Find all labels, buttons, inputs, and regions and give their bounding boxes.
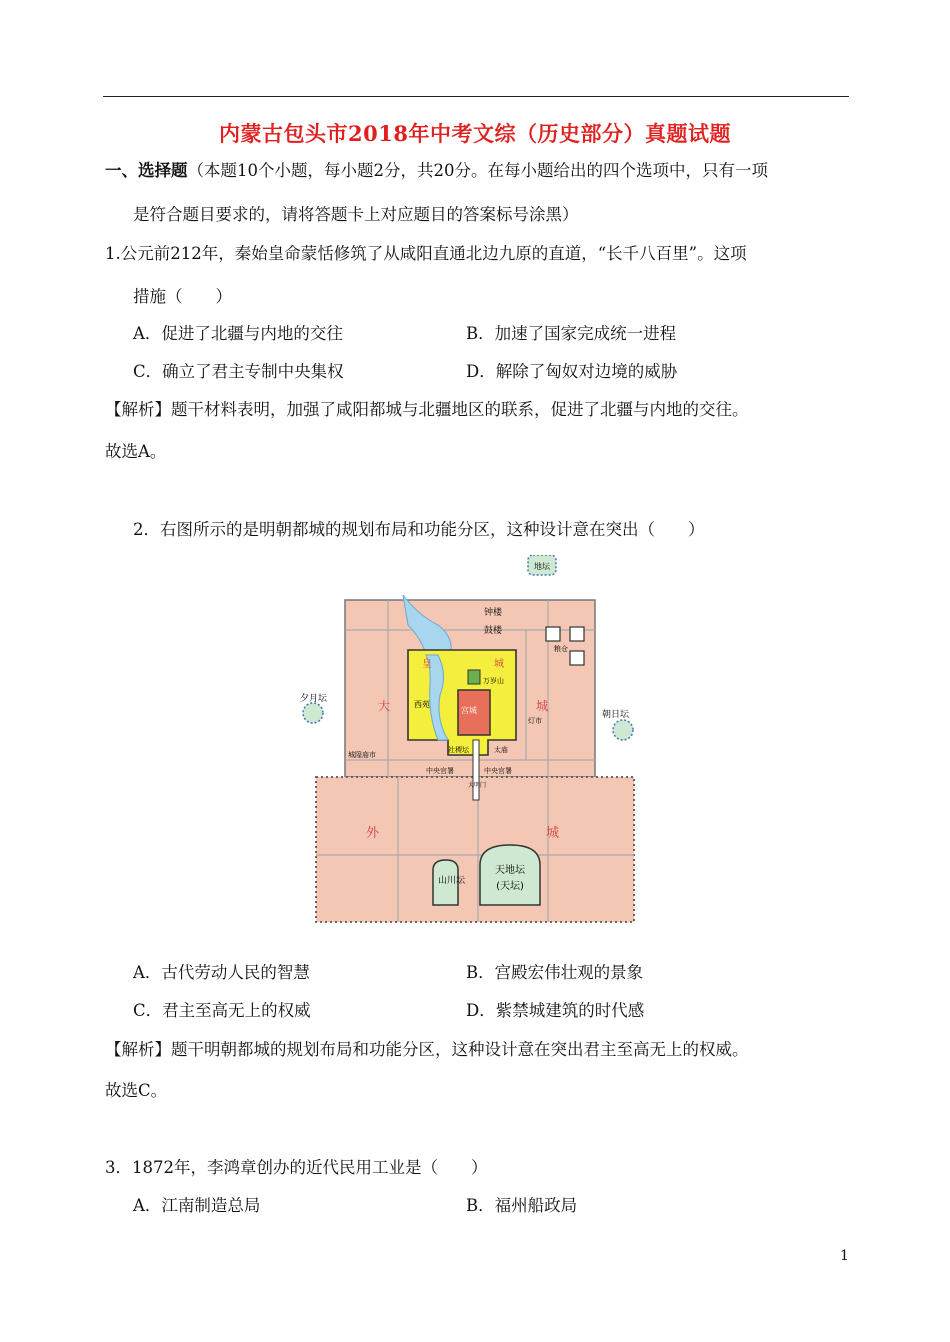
label-damingmen: 大明门	[468, 782, 487, 789]
q3-option-b: B．福州船政局	[466, 1196, 578, 1215]
label-zhongyang-west: 中央官署	[426, 767, 454, 775]
label-zhongyang-east: 中央官署	[484, 767, 512, 775]
q2-analysis: 【解析】题干明朝都城的规划布局和功能分区，这种设计意在突出君主至高无上的权威。	[105, 1040, 749, 1059]
label-shanchuan: 山川坛	[438, 876, 466, 886]
page-number: 1	[840, 1248, 849, 1264]
granary-icon	[570, 627, 584, 641]
q2-option-b: B．宫殿宏伟壮观的景象	[466, 963, 644, 982]
q2-stem: 2．右图所示的是明朝都城的规划布局和功能分区，这种设计意在突出（ ）	[133, 520, 705, 539]
q1-stem: 1.公元前212年，秦始皇命蒙恬修筑了从咸阳直通北边九原的直道，“长千八百里”。这项	[105, 244, 747, 263]
q1-stem-cont: 措施（ ）	[133, 287, 232, 306]
label-zhonglou: 钟楼	[484, 608, 503, 618]
label-gulou: 鼓楼	[484, 626, 503, 636]
label-chenghuang: 城隍庙市	[348, 751, 376, 759]
label-gongcheng: 宫城	[461, 706, 477, 715]
label-dengshi: 灯市	[528, 717, 542, 725]
q3-stem: 3．1872年，李鸿章创办的近代民用工业是（ ）	[105, 1158, 488, 1177]
q2-option-a: A．古代劳动人民的智慧	[133, 963, 310, 982]
q1-analysis-cont: 故选A。	[105, 442, 167, 461]
q2-option-d: D．紫禁城建筑的时代感	[466, 1001, 645, 1020]
q3-option-a: A．江南制造总局	[133, 1196, 261, 1215]
label-cheng-outer: 城	[546, 826, 560, 841]
label-cheng-inner: 城	[536, 699, 549, 713]
label-cheng-imperial: 城	[494, 659, 504, 670]
section-header	[105, 160, 768, 182]
label-xiyuetan: 夕月坛	[300, 694, 328, 704]
section-heading: 一、选择题	[105, 161, 188, 180]
ming-capital-map	[298, 555, 663, 930]
q1-option-d: D．解除了匈奴对边境的威胁	[466, 362, 678, 381]
label-chaoritan: 朝日坛	[602, 710, 630, 720]
q1-option-a: A．促进了北疆与内地的交往	[133, 324, 343, 343]
q1-option-b: B．加速了国家完成统一进程	[466, 324, 677, 343]
label-wai: 外	[366, 826, 380, 841]
granary-icon	[546, 627, 560, 641]
label-xiyuan: 西苑	[414, 700, 430, 709]
label-wansui: 万岁山	[483, 677, 504, 685]
top-rule	[103, 96, 849, 97]
q2-option-c: C．君主至高无上的权威	[133, 1001, 311, 1020]
label-tiandi: 天地坛	[495, 865, 525, 876]
q1-option-c: C．确立了君主专制中央集权	[133, 362, 344, 381]
label-sheji: 社稷坛	[448, 746, 469, 754]
q2-analysis-cont: 故选C。	[105, 1081, 168, 1100]
central-axis	[473, 740, 479, 800]
section-desc-line2: 是符合题目要求的，请将答题卡上对应题目的答案标号涂黑）	[133, 205, 579, 224]
xiyue-altar	[303, 703, 323, 723]
page-title: 内蒙古包头市2018年中考文综（历史部分）真题试题	[219, 121, 731, 146]
wansui-hill	[468, 670, 480, 684]
granary-icon	[570, 651, 584, 665]
q1-analysis: 【解析】题干材料表明，加强了咸阳都城与北疆地区的联系，促进了北疆与内地的交往。	[105, 400, 749, 419]
label-tiantan: (天坛)	[496, 881, 524, 892]
section-desc: （本题10个小题，每小题2分，共20分。在每小题给出的四个选项中，只有一项	[187, 161, 768, 180]
label-jingcang: 粮仓	[554, 645, 568, 653]
chaori-altar	[613, 720, 633, 740]
label-da: 大	[378, 699, 391, 713]
label-huang: 皇	[422, 659, 432, 670]
label-taimiao: 太庙	[494, 746, 508, 754]
label-ditan: 地坛	[534, 562, 550, 571]
